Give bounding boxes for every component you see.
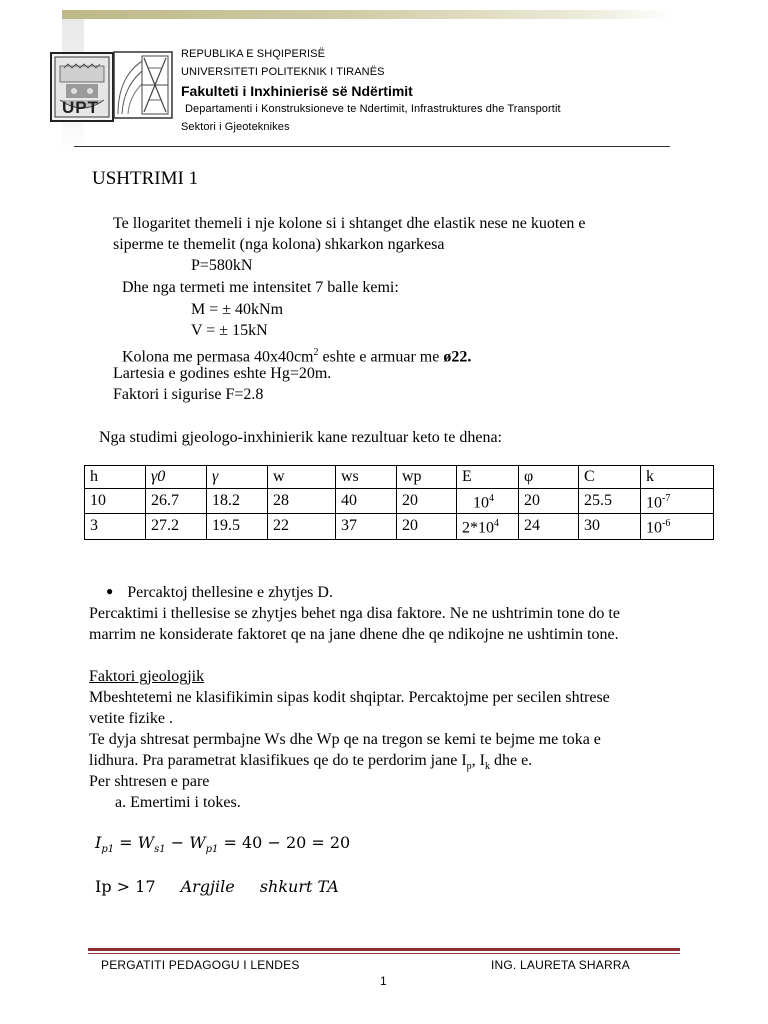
para3-line1: Te dyja shtresat permbajne Ws dhe Wp qe na tregon se kemi te bejme me toka e — [89, 731, 601, 748]
cell-e — [457, 514, 519, 539]
section-title: Faktori gjeologjik — [89, 668, 205, 685]
first-layer-label: Per shtresen e pare — [89, 773, 210, 790]
cell-k-base: 10 — [646, 494, 662, 512]
cell-e-base: 10 — [473, 494, 489, 512]
cell-ws: 40 — [336, 489, 397, 514]
column-unit-exponent: 2 — [313, 347, 319, 358]
header-university: UNIVERSITETI POLITEKNIK I TIRANËS — [181, 66, 385, 78]
cell-c: 30 — [579, 514, 641, 539]
cell-wp: 20 — [397, 514, 457, 539]
load-value: P=580kN — [191, 257, 253, 274]
moment-value: M = ± 40kNm — [191, 301, 284, 318]
study-intro: Nga studimi gjeologo-inxhinierik kane rezultuar keto te dhena: — [99, 429, 502, 446]
formula-minus: − — [165, 833, 190, 852]
cell-k-exp: -7 — [662, 493, 671, 504]
cell-w: 28 — [268, 489, 336, 514]
footer-divider-thick — [88, 948, 680, 951]
university-logo-text: UPT — [62, 98, 99, 117]
shear-value: V = ± 15kN — [191, 322, 268, 339]
cell-e-exp: 4 — [489, 493, 494, 504]
para3-text-c: dhe e. — [489, 752, 533, 769]
cell-phi: 24 — [519, 514, 579, 539]
cell-e — [457, 489, 519, 514]
exercise-title: USHTRIMI 1 — [92, 168, 199, 189]
formula-ip1 — [95, 833, 350, 855]
table-header-e: E — [457, 466, 519, 489]
formula-class-1: Argjile — [180, 877, 235, 896]
page-number: 1 — [380, 974, 387, 988]
para2-line2: vetite fizike . — [89, 710, 173, 727]
formula-wp: W — [189, 833, 206, 852]
column-reinforcement-text: eshte e armuar me — [318, 348, 444, 366]
para3-sub-p: p — [466, 761, 472, 773]
header-department: Departamenti i Konstruksioneve te Ndertimit, Infrastruktures dhe Transportit — [185, 103, 561, 115]
cell-phi: 20 — [519, 489, 579, 514]
safety-factor: Faktori i sigurise F=2.8 — [113, 386, 264, 403]
cell-h: 3 — [85, 514, 146, 539]
faculty-emblem-icon — [112, 50, 174, 120]
cell-k — [641, 489, 714, 514]
header-faculty: Fakulteti i Inxhinierisë së Ndërtimit — [181, 83, 413, 99]
cell-k-base: 10 — [646, 519, 662, 537]
header-country: REPUBLIKA E SHQIPERISË — [181, 48, 326, 60]
table-header-h: h — [85, 466, 146, 489]
formula-ip1-eq: = — [114, 833, 138, 852]
soil-data-table — [84, 465, 714, 540]
cell-gamma0: 27.2 — [146, 514, 207, 539]
table-header-gamma0: γ0 — [146, 466, 207, 489]
header-sector: Sektori i Gjeoteknikes — [181, 121, 290, 133]
para3-sub-k: k — [484, 761, 490, 773]
header-divider — [74, 146, 670, 147]
faculty-logo — [112, 50, 174, 120]
item-a: a. Emertimi i tokes. — [115, 794, 241, 811]
table-header-wp: wp — [397, 466, 457, 489]
para2-line1: Mbeshtetemi ne klasifikimin sipas kodit shqiptar. Percaktojme per secilen shtrese — [89, 689, 610, 706]
table-row — [85, 514, 714, 539]
cell-k-exp: -6 — [662, 518, 671, 530]
intro-line-1: Te llogaritet themeli i nje kolone si i shtanget dhe elastik nese ne kuoten e — [113, 215, 586, 232]
table-header-ws: ws — [336, 466, 397, 489]
table-row — [85, 489, 714, 514]
formula-ws-sub: s1 — [154, 844, 166, 856]
footer-prepared-by: PERGATITI PEDAGOGU I LENDES — [101, 958, 300, 972]
cell-gamma0: 26.7 — [146, 489, 207, 514]
para3-text-a: lidhura. Pra parametrat klasifikues qe do te perdorim jane I — [89, 752, 467, 769]
table-header-k: k — [641, 466, 714, 489]
cell-e-exp: 4 — [494, 518, 499, 530]
footer-divider-thin — [88, 953, 680, 954]
formula-wp-sub: p1 — [205, 844, 219, 856]
table-header-gamma: γ — [207, 466, 268, 489]
para1-line1: Percaktimi i thellesise se zhytjes behet nga disa faktore. Ne ne ushtrimin tone do te — [89, 605, 620, 622]
formula-ws: W — [137, 833, 155, 852]
para3-text-b: , I — [471, 752, 485, 769]
university-logo — [50, 52, 114, 122]
table-header-w: w — [268, 466, 336, 489]
cell-e-base: 2*10 — [462, 519, 494, 537]
formula-ip1-I: I — [95, 833, 102, 852]
cell-w: 22 — [268, 514, 336, 539]
bullet-item — [106, 582, 333, 604]
formula-ip1-sub: p1 — [101, 844, 115, 856]
cell-gamma: 18.2 — [207, 489, 268, 514]
cell-k — [641, 514, 714, 539]
table-header-c: C — [579, 466, 641, 489]
cell-h: 10 — [85, 489, 146, 514]
table-header-phi: φ — [519, 466, 579, 489]
seismic-text: Dhe nga termeti me intensitet 7 balle kemi: — [122, 279, 399, 296]
table-header-row — [85, 466, 714, 489]
intro-line-2: siperme te themelit (nga kolona) shkarkon ngarkesa — [113, 236, 445, 253]
formula-class-2: shkurt TA — [259, 877, 339, 896]
bullet-text: Percaktoj thellesine e zhytjes D. — [127, 584, 333, 601]
footer-author: ING. LAURETA SHARRA — [491, 958, 630, 972]
cell-gamma: 19.5 — [207, 514, 268, 539]
bullet-icon: ● — [106, 584, 114, 598]
rebar-diameter: ø22. — [443, 348, 472, 366]
formula-ip-class — [95, 877, 339, 896]
cell-c: 25.5 — [579, 489, 641, 514]
para1-line2: marrim ne konsiderate faktoret qe na jane dhene dhe qe ndikojne ne ushtimin tone. — [89, 626, 619, 643]
cell-wp: 20 — [397, 489, 457, 514]
formula-ip-condition: Ip > 17 — [95, 877, 156, 896]
cell-ws: 37 — [336, 514, 397, 539]
header-accent-bar — [62, 10, 674, 19]
formula-ip1-result: = 40 − 20 = 20 — [218, 833, 351, 852]
building-height: Lartesia e godines eshte Hg=20m. — [113, 365, 332, 382]
column-dimensions: Kolona me permasa 40x40cm — [122, 348, 314, 366]
